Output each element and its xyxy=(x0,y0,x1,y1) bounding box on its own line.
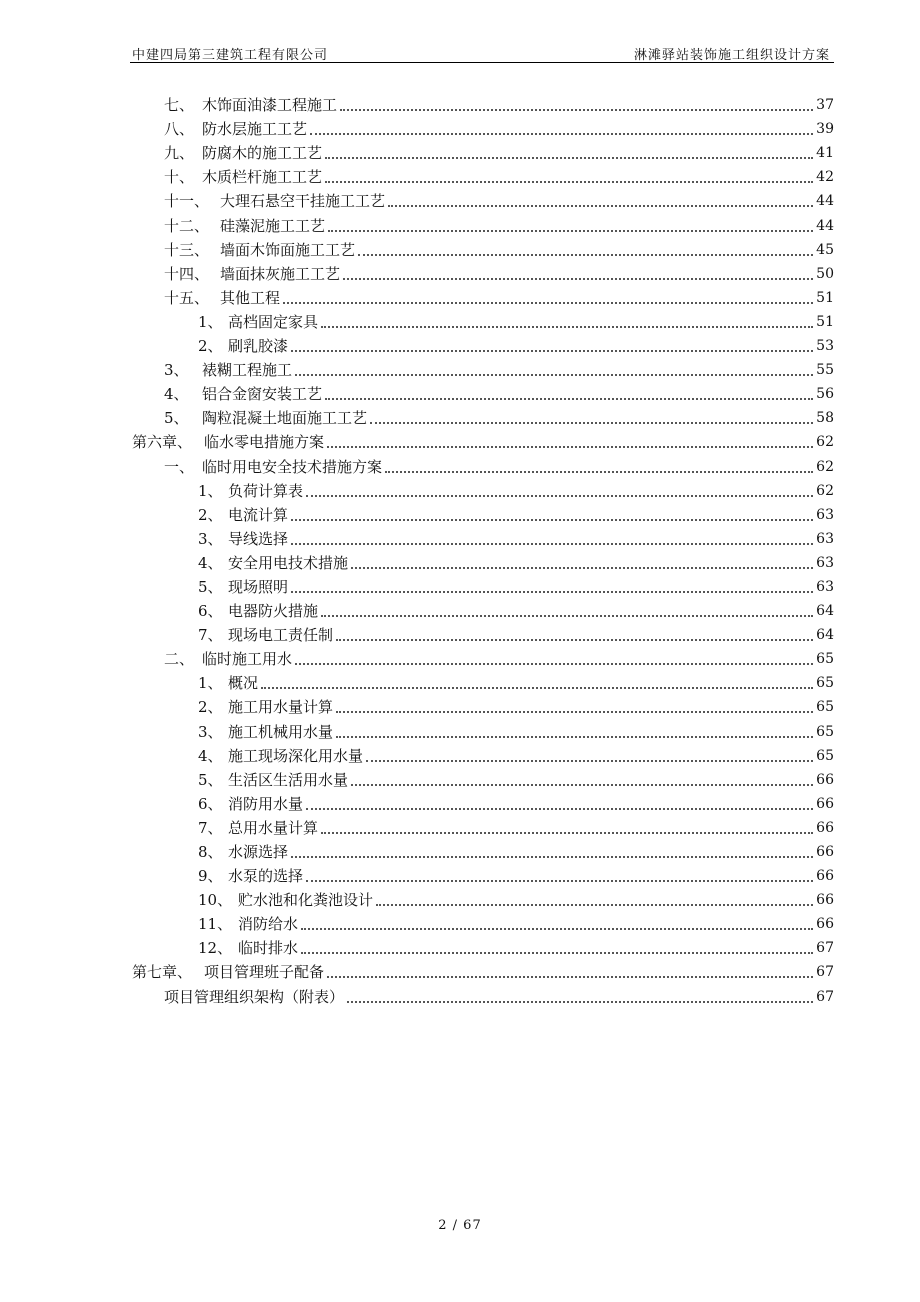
toc-entry[interactable] xyxy=(130,476,834,500)
toc-entry-page: 63 xyxy=(816,506,834,523)
toc-entry-title: 裱糊工程施工 xyxy=(202,361,293,380)
toc-entry[interactable] xyxy=(130,620,834,644)
toc-entry-number: 7、 xyxy=(198,818,223,837)
toc-dot-leader xyxy=(291,856,813,858)
toc-dot-leader xyxy=(328,230,813,232)
toc-dot-leader xyxy=(370,422,813,424)
toc-dot-leader xyxy=(283,302,813,304)
toc-entry[interactable] xyxy=(130,572,834,596)
page-number: 2 / 67 xyxy=(438,1218,482,1233)
toc-entry-page: 42 xyxy=(816,169,834,186)
toc-entry-number: 十一、 xyxy=(164,192,210,211)
toc-entry-page: 66 xyxy=(816,892,834,909)
toc-dot-leader xyxy=(325,157,813,159)
toc-entry-title: 陶粒混凝土地面施工工艺 xyxy=(202,409,368,428)
toc-entry[interactable] xyxy=(130,933,834,957)
toc-entry-page: 63 xyxy=(816,530,834,547)
toc-entry-title: 现场电工责任制 xyxy=(228,626,334,645)
toc-entry-title: 刷乳胶漆 xyxy=(228,337,289,356)
toc-entry-page: 55 xyxy=(816,362,834,379)
toc-entry[interactable] xyxy=(130,644,834,668)
toc-entry[interactable] xyxy=(130,379,834,403)
toc-entry-title: 项目管理班子配备 xyxy=(204,963,325,982)
toc-entry-page: 58 xyxy=(816,410,834,427)
toc-entry[interactable] xyxy=(130,981,834,1005)
toc-entry-title: 墙面木饰面施工工艺 xyxy=(220,240,356,259)
toc-dot-leader xyxy=(291,350,813,352)
toc-entry-number: 十四、 xyxy=(164,264,210,283)
toc-dot-leader xyxy=(295,663,813,665)
toc-entry-number: 二、 xyxy=(164,650,195,669)
toc-entry-title: 生活区生活用水量 xyxy=(228,770,349,789)
toc-entry-title: 项目管理组织架构（附表） xyxy=(164,987,345,1006)
toc-entry-number: 5、 xyxy=(164,409,189,428)
toc-entry-title: 临水零电措施方案 xyxy=(204,433,325,452)
toc-entry-page: 64 xyxy=(816,603,834,620)
toc-entry-title: 铝合金窗安装工艺 xyxy=(202,385,323,404)
toc-entry[interactable] xyxy=(130,331,834,355)
toc-dot-leader xyxy=(336,736,813,738)
toc-dot-leader xyxy=(343,278,813,280)
toc-entry-page: 50 xyxy=(816,265,834,282)
toc-entry-number: 十三、 xyxy=(164,240,210,259)
toc-entry[interactable] xyxy=(130,813,834,837)
toc-entry[interactable] xyxy=(130,741,834,765)
toc-entry-page: 65 xyxy=(816,651,834,668)
toc-entry-title: 总用水量计算 xyxy=(228,818,319,837)
toc-entry-page: 66 xyxy=(816,868,834,885)
toc-entry-page: 67 xyxy=(816,988,834,1005)
toc-entry-number: 十、 xyxy=(164,168,195,187)
toc-entry[interactable] xyxy=(130,885,834,909)
toc-entry[interactable] xyxy=(130,500,834,524)
toc-dot-leader xyxy=(385,471,813,473)
toc-entry-page: 65 xyxy=(816,675,834,692)
toc-entry[interactable] xyxy=(130,355,834,379)
toc-dot-leader xyxy=(351,784,813,786)
toc-entry-title: 电流计算 xyxy=(228,505,289,524)
toc-entry-number: 1、 xyxy=(198,674,223,693)
toc-entry-title: 高档固定家具 xyxy=(228,312,319,331)
toc-entry-number: 七、 xyxy=(164,96,195,115)
toc-entry-number: 8、 xyxy=(198,843,223,861)
toc-entry-page: 56 xyxy=(816,386,834,403)
toc-entry[interactable] xyxy=(130,235,834,259)
toc-dot-leader xyxy=(321,326,813,328)
toc-entry-number: 10、 xyxy=(198,891,233,910)
toc-entry-title: 木质栏杆施工工艺 xyxy=(202,168,323,187)
toc-entry-page: 51 xyxy=(816,289,834,306)
toc-entry-number: 3、 xyxy=(198,529,223,548)
toc-entry-page: 62 xyxy=(816,482,834,499)
toc-entry[interactable] xyxy=(130,789,834,813)
toc-entry-title: 消防给水 xyxy=(238,915,299,934)
toc-entry[interactable] xyxy=(130,524,834,548)
toc-entry-number: 4、 xyxy=(198,746,223,765)
toc-entry[interactable] xyxy=(130,765,834,789)
toc-entry-page: 66 xyxy=(816,771,834,788)
toc-entry-page: 53 xyxy=(816,338,834,355)
toc-entry-number: 1、 xyxy=(198,312,223,331)
toc-entry-title: 概况 xyxy=(228,674,259,693)
toc-entry[interactable] xyxy=(130,668,834,692)
toc-entry-title: 临时排水 xyxy=(238,939,299,958)
toc-entry-title: 大理石悬空干挂施工工艺 xyxy=(220,192,386,211)
toc-entry[interactable] xyxy=(130,957,834,981)
toc-entry-page: 66 xyxy=(816,916,834,933)
toc-entry[interactable] xyxy=(130,186,834,210)
header-company: 中建四局第三建筑工程有限公司 xyxy=(132,48,329,63)
toc-entry[interactable] xyxy=(130,162,834,186)
toc-entry-number: 9、 xyxy=(198,867,223,886)
toc-entry[interactable] xyxy=(130,138,834,162)
toc-entry-page: 63 xyxy=(816,578,834,595)
toc-entry-title: 临时施工用水 xyxy=(202,650,293,669)
toc-dot-leader xyxy=(306,495,813,497)
toc-entry[interactable] xyxy=(130,451,834,475)
toc-dot-leader xyxy=(291,543,813,545)
toc-entry-page: 62 xyxy=(816,434,834,451)
toc-entry-title: 现场照明 xyxy=(228,577,289,596)
toc-entry-title: 消防用水量 xyxy=(228,794,304,813)
toc-entry-number: 7、 xyxy=(198,626,223,645)
toc-entry-number: 十五、 xyxy=(164,288,210,307)
toc-dot-leader xyxy=(340,109,813,111)
toc-entry-number: 第七章、 xyxy=(132,963,193,982)
toc-entry-title: 电器防火措施 xyxy=(228,602,319,621)
toc-dot-leader xyxy=(310,133,813,135)
toc-entry-title: 防腐木的施工工艺 xyxy=(202,144,323,163)
toc-entry[interactable] xyxy=(130,716,834,740)
toc-entry-page: 44 xyxy=(816,193,834,210)
toc-entry-title: 施工现场深化用水量 xyxy=(228,746,364,765)
toc-entry[interactable] xyxy=(130,259,834,283)
toc-entry[interactable] xyxy=(130,90,834,114)
toc-entry-page: 66 xyxy=(816,819,834,836)
toc-entry[interactable] xyxy=(130,837,834,861)
toc-entry-number: 3、 xyxy=(198,722,223,741)
toc-entry-title: 施工机械用水量 xyxy=(228,722,334,741)
toc-entry[interactable] xyxy=(130,861,834,885)
toc-entry-title: 其他工程 xyxy=(220,288,281,307)
toc-entry-number: 5、 xyxy=(198,577,223,596)
toc-entry-title: 木饰面油漆工程施工 xyxy=(202,96,338,115)
toc-entry-page: 41 xyxy=(816,145,834,162)
page-header xyxy=(130,40,834,62)
toc-entry-page: 66 xyxy=(816,795,834,812)
toc-dot-leader xyxy=(291,591,813,593)
toc-entry[interactable] xyxy=(130,909,834,933)
toc-dot-leader xyxy=(306,880,813,882)
toc-entry[interactable] xyxy=(130,210,834,234)
table-of-contents xyxy=(130,90,834,1006)
toc-entry-title: 导线选择 xyxy=(228,529,289,548)
toc-entry-page: 67 xyxy=(816,940,834,957)
toc-entry-title: 硅藻泥施工工艺 xyxy=(220,216,326,235)
toc-dot-leader xyxy=(347,1001,813,1003)
toc-entry-number: 6、 xyxy=(198,794,223,813)
toc-entry-number: 12、 xyxy=(198,939,233,958)
toc-dot-leader xyxy=(325,181,813,183)
toc-entry-number: 4、 xyxy=(164,385,189,404)
header-document-title: 淋滩驿站装饰施工组织设计方案 xyxy=(633,48,830,63)
toc-dot-leader xyxy=(327,976,813,978)
toc-entry-number: 4、 xyxy=(198,553,223,572)
toc-dot-leader xyxy=(291,519,813,521)
toc-entry-page: 63 xyxy=(816,554,834,571)
toc-entry-page: 37 xyxy=(816,97,834,114)
toc-dot-leader xyxy=(306,808,813,810)
toc-entry-number: 2、 xyxy=(198,505,223,524)
toc-dot-leader xyxy=(295,374,813,376)
toc-dot-leader xyxy=(301,952,813,954)
toc-entry-page: 67 xyxy=(816,964,834,981)
toc-entry-number: 2、 xyxy=(198,698,223,717)
toc-dot-leader xyxy=(325,398,813,400)
toc-dot-leader xyxy=(366,760,813,762)
toc-entry-page: 64 xyxy=(816,627,834,644)
toc-entry-number: 11、 xyxy=(198,915,233,934)
toc-entry-title: 墙面抹灰施工工艺 xyxy=(220,264,341,283)
toc-entry-number: 2、 xyxy=(198,337,223,356)
toc-entry-number: 3、 xyxy=(164,361,189,380)
toc-dot-leader xyxy=(261,687,813,689)
toc-entry-number: 5、 xyxy=(198,770,223,789)
toc-entry-title: 施工用水量计算 xyxy=(228,698,334,717)
toc-entry[interactable] xyxy=(130,692,834,716)
toc-dot-leader xyxy=(376,904,813,906)
toc-entry[interactable] xyxy=(130,548,834,572)
toc-entry[interactable] xyxy=(130,114,834,138)
toc-entry-page: 66 xyxy=(816,844,834,860)
toc-dot-leader xyxy=(358,254,813,256)
toc-entry-title: 临时用电安全技术措施方案 xyxy=(202,457,383,476)
toc-dot-leader xyxy=(301,928,813,930)
toc-entry-number: 第六章、 xyxy=(132,433,193,452)
toc-entry-number: 1、 xyxy=(198,481,223,500)
toc-entry[interactable] xyxy=(130,403,834,427)
toc-entry-title: 安全用电技术措施 xyxy=(228,553,349,572)
toc-dot-leader xyxy=(336,711,813,713)
toc-entry-page: 51 xyxy=(816,313,834,330)
toc-entry-title: 水源选择 xyxy=(228,843,289,861)
toc-entry-page: 44 xyxy=(816,217,834,234)
toc-entry-title: 贮水池和化粪池设计 xyxy=(238,891,374,910)
toc-entry[interactable] xyxy=(130,283,834,307)
toc-entry-page: 45 xyxy=(816,241,834,258)
toc-dot-leader xyxy=(327,446,813,448)
toc-entry-number: 十二、 xyxy=(164,216,210,235)
toc-entry-title: 负荷计算表 xyxy=(228,481,304,500)
toc-entry-page: 65 xyxy=(816,723,834,740)
toc-entry-page: 62 xyxy=(816,458,834,475)
toc-entry[interactable] xyxy=(130,307,834,331)
toc-dot-leader xyxy=(321,832,813,834)
toc-entry-title: 水泵的选择 xyxy=(228,867,304,886)
toc-dot-leader xyxy=(336,639,813,641)
toc-entry-number: 一、 xyxy=(164,457,195,476)
toc-entry-page: 65 xyxy=(816,699,834,716)
toc-entry-page: 65 xyxy=(816,747,834,764)
toc-dot-leader xyxy=(351,567,813,569)
toc-dot-leader xyxy=(388,205,813,207)
toc-dot-leader xyxy=(321,615,813,617)
toc-entry-number: 九、 xyxy=(164,144,195,163)
toc-entry-number: 八、 xyxy=(164,120,195,139)
toc-entry-number: 6、 xyxy=(198,602,223,621)
toc-entry[interactable] xyxy=(130,596,834,620)
toc-entry[interactable] xyxy=(130,427,834,451)
toc-entry-page: 39 xyxy=(816,121,834,138)
header-rule xyxy=(130,62,834,63)
toc-entry-title: 防水层施工工艺 xyxy=(202,120,308,139)
